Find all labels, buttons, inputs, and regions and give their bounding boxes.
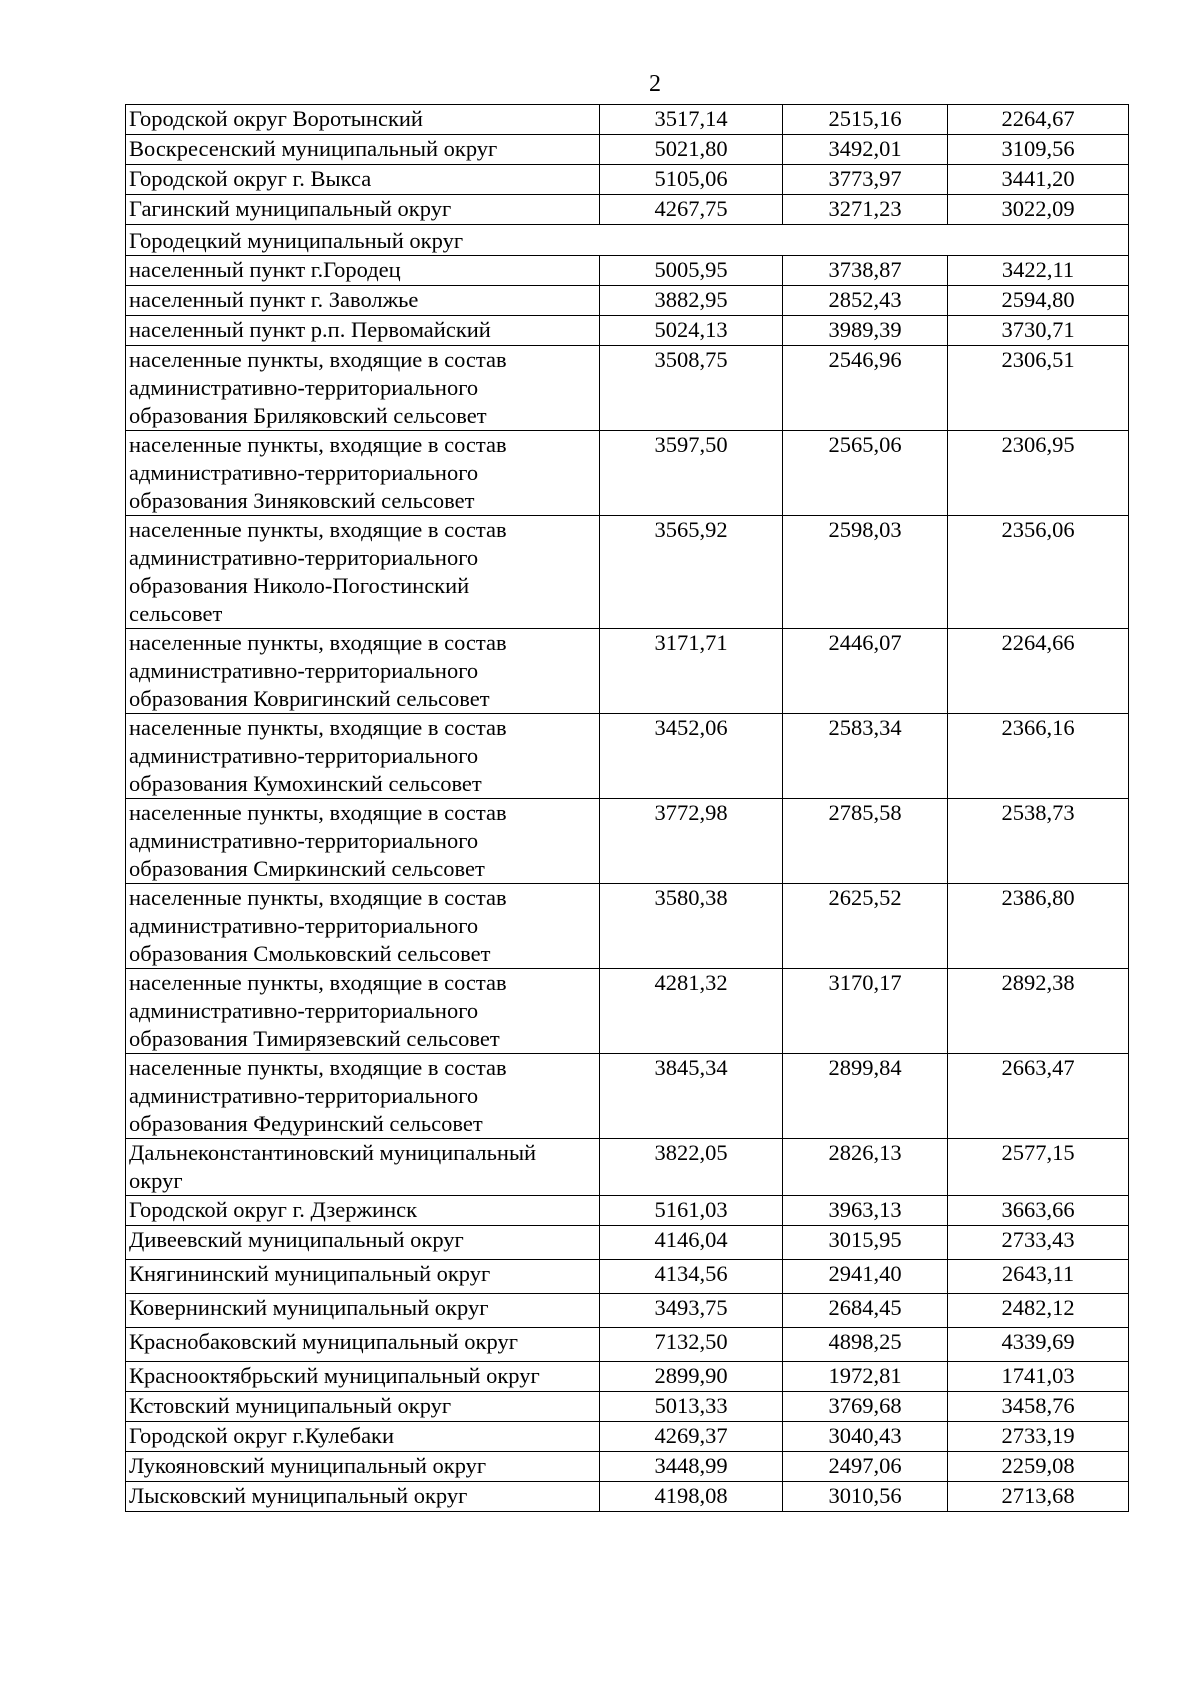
municipality-name-line: населенные пункты, входящие в состав (129, 970, 507, 995)
table-row (126, 1452, 1129, 1482)
municipality-name (126, 799, 600, 884)
municipality-name-line: образования Кумохинский сельсовет (129, 771, 482, 796)
value-column-2: 3769,68 (783, 1392, 948, 1422)
municipality-name: Городецкий муниципальный округ (126, 225, 1129, 256)
table-row (126, 714, 1129, 799)
municipality-name-line: административно-территориального (129, 375, 479, 400)
table-row (126, 256, 1129, 286)
municipality-name: населенный пункт р.п. Первомайский (126, 316, 600, 346)
table-row (126, 1362, 1129, 1392)
municipality-name-line: административно-территориального (129, 658, 479, 683)
value-column-2: 3170,17 (783, 969, 948, 1054)
value-column-2: 2565,06 (783, 431, 948, 516)
table-body (126, 105, 1129, 1512)
municipality-name: Городской округ г.Кулебаки (126, 1422, 600, 1452)
table-row (126, 195, 1129, 225)
value-column-2: 2785,58 (783, 799, 948, 884)
municipality-name (126, 516, 600, 629)
value-column-1: 3517,14 (600, 105, 783, 135)
value-column-2: 2625,52 (783, 884, 948, 969)
table-row (126, 1139, 1129, 1196)
table-row (126, 969, 1129, 1054)
table-row (126, 105, 1129, 135)
value-column-3: 2264,66 (948, 629, 1129, 714)
municipality-name: Городской округ г. Выкса (126, 165, 600, 195)
value-column-3: 2713,68 (948, 1482, 1129, 1512)
municipality-name (126, 884, 600, 969)
municipality-name: Гагинский муниципальный округ (126, 195, 600, 225)
value-column-3: 2264,67 (948, 105, 1129, 135)
municipality-name-line: населенные пункты, входящие в состав (129, 1055, 507, 1080)
table-row (126, 1054, 1129, 1139)
value-column-3: 2594,80 (948, 286, 1129, 316)
value-column-2: 3989,39 (783, 316, 948, 346)
table-row (126, 799, 1129, 884)
table-row (126, 1392, 1129, 1422)
value-column-2: 2583,34 (783, 714, 948, 799)
municipality-name (126, 1054, 600, 1139)
value-column-1: 3580,38 (600, 884, 783, 969)
value-column-3: 3109,56 (948, 135, 1129, 165)
value-column-3: 2386,80 (948, 884, 1129, 969)
table-row (126, 629, 1129, 714)
municipality-name (126, 1139, 600, 1196)
value-column-1: 4146,04 (600, 1226, 783, 1260)
value-column-3: 2259,08 (948, 1452, 1129, 1482)
municipality-name: Ковернинский муниципальный округ (126, 1294, 600, 1328)
value-column-3: 4339,69 (948, 1328, 1129, 1362)
value-column-3: 2892,38 (948, 969, 1129, 1054)
value-column-2: 3010,56 (783, 1482, 948, 1512)
municipality-name-line: образования Тимирязевский сельсовет (129, 1026, 500, 1051)
value-column-1: 5024,13 (600, 316, 783, 346)
municipality-name-line: образования Ковригинский сельсовет (129, 686, 490, 711)
table-row (126, 1260, 1129, 1294)
value-column-1: 7132,50 (600, 1328, 783, 1362)
municipality-name: Краснобаковский муниципальный округ (126, 1328, 600, 1362)
municipality-name-line: административно-территориального (129, 998, 479, 1023)
table-row (126, 316, 1129, 346)
municipality-name-line: Дальнеконстантиновский муниципальный (129, 1140, 537, 1165)
value-column-1: 4281,32 (600, 969, 783, 1054)
table-row (126, 346, 1129, 431)
value-column-2: 3040,43 (783, 1422, 948, 1452)
municipality-name (126, 629, 600, 714)
value-column-3: 3663,66 (948, 1196, 1129, 1226)
value-column-3: 2306,95 (948, 431, 1129, 516)
value-column-1: 3597,50 (600, 431, 783, 516)
value-column-1: 3882,95 (600, 286, 783, 316)
value-column-2: 3773,97 (783, 165, 948, 195)
value-column-1: 2899,90 (600, 1362, 783, 1392)
municipality-name-line: образования Федуринский сельсовет (129, 1111, 483, 1136)
value-column-3: 2643,11 (948, 1260, 1129, 1294)
value-column-1: 4269,37 (600, 1422, 783, 1452)
municipality-name-line: населенные пункты, входящие в состав (129, 630, 507, 655)
value-column-3: 3422,11 (948, 256, 1129, 286)
value-column-3: 3730,71 (948, 316, 1129, 346)
value-column-2: 4898,25 (783, 1328, 948, 1362)
municipality-name: Городской округ г. Дзержинск (126, 1196, 600, 1226)
municipality-name: Дивеевский муниципальный округ (126, 1226, 600, 1260)
municipality-name-line: административно-территориального (129, 1083, 479, 1108)
value-column-3: 2306,51 (948, 346, 1129, 431)
value-column-3: 2538,73 (948, 799, 1129, 884)
value-column-1: 3171,71 (600, 629, 783, 714)
value-column-3: 2663,47 (948, 1054, 1129, 1139)
municipality-name-line: административно-территориального (129, 828, 479, 853)
value-column-3: 2733,43 (948, 1226, 1129, 1260)
municipality-name-line: населенные пункты, входящие в состав (129, 432, 507, 457)
table-row (126, 225, 1129, 256)
municipality-name: Лукояновский муниципальный округ (126, 1452, 600, 1482)
table-row (126, 1196, 1129, 1226)
value-column-2: 2446,07 (783, 629, 948, 714)
value-column-1: 3565,92 (600, 516, 783, 629)
table-row (126, 884, 1129, 969)
municipality-name-line: образования Смиркинский сельсовет (129, 856, 485, 881)
municipality-name: Кстовский муниципальный округ (126, 1392, 600, 1422)
value-column-2: 2684,45 (783, 1294, 948, 1328)
value-column-3: 2733,19 (948, 1422, 1129, 1452)
table-row (126, 1294, 1129, 1328)
municipality-name-line: административно-территориального (129, 913, 479, 938)
municipality-name (126, 969, 600, 1054)
value-column-2: 2852,43 (783, 286, 948, 316)
value-column-1: 5021,80 (600, 135, 783, 165)
municipality-name-line: образования Николо-Погостинский (129, 573, 470, 598)
value-column-1: 5005,95 (600, 256, 783, 286)
value-column-1: 4267,75 (600, 195, 783, 225)
value-column-2: 2941,40 (783, 1260, 948, 1294)
value-column-2: 2497,06 (783, 1452, 948, 1482)
value-column-3: 3022,09 (948, 195, 1129, 225)
value-column-2: 3015,95 (783, 1226, 948, 1260)
value-column-3: 3458,76 (948, 1392, 1129, 1422)
municipality-name-line: населенные пункты, входящие в состав (129, 885, 507, 910)
value-column-3: 2356,06 (948, 516, 1129, 629)
value-column-1: 3772,98 (600, 799, 783, 884)
municipality-name-line: административно-территориального (129, 460, 479, 485)
municipality-name-line: образования Зиняковский сельсовет (129, 488, 475, 513)
value-column-1: 5013,33 (600, 1392, 783, 1422)
municipality-name-line: сельсовет (129, 601, 223, 626)
value-column-3: 2482,12 (948, 1294, 1129, 1328)
table-row (126, 1226, 1129, 1260)
value-column-1: 3845,34 (600, 1054, 783, 1139)
value-column-1: 3452,06 (600, 714, 783, 799)
value-column-2: 2899,84 (783, 1054, 948, 1139)
municipality-name-line: образования Смольковский сельсовет (129, 941, 491, 966)
table-row (126, 135, 1129, 165)
municipality-name: Княгининский муниципальный округ (126, 1260, 600, 1294)
municipality-name-line: населенные пункты, входящие в состав (129, 517, 507, 542)
municipality-name: Краснооктябрьский муниципальный округ (126, 1362, 600, 1392)
table-row (126, 286, 1129, 316)
value-column-2: 3492,01 (783, 135, 948, 165)
municipality-name: населенный пункт г.Городец (126, 256, 600, 286)
value-column-3: 2577,15 (948, 1139, 1129, 1196)
value-column-2: 1972,81 (783, 1362, 948, 1392)
municipality-name: населенный пункт г. Заволжье (126, 286, 600, 316)
value-column-3: 3441,20 (948, 165, 1129, 195)
value-column-1: 3448,99 (600, 1452, 783, 1482)
value-column-1: 4198,08 (600, 1482, 783, 1512)
value-column-1: 5105,06 (600, 165, 783, 195)
value-column-3: 1741,03 (948, 1362, 1129, 1392)
table-row (126, 1328, 1129, 1362)
value-column-1: 3822,05 (600, 1139, 783, 1196)
table-row (126, 516, 1129, 629)
municipality-name-line: административно-территориального (129, 545, 479, 570)
value-column-2: 2826,13 (783, 1139, 948, 1196)
value-column-1: 4134,56 (600, 1260, 783, 1294)
municipality-name (126, 431, 600, 516)
page-number: 2 (649, 71, 661, 97)
table-row (126, 165, 1129, 195)
value-column-2: 2598,03 (783, 516, 948, 629)
municipality-name-line: населенные пункты, входящие в состав (129, 800, 507, 825)
municipality-name-line: образования Бриляковский сельсовет (129, 403, 487, 428)
value-column-2: 2515,16 (783, 105, 948, 135)
value-column-1: 3508,75 (600, 346, 783, 431)
municipality-name (126, 346, 600, 431)
municipality-name-line: административно-территориального (129, 743, 479, 768)
tariff-table (125, 104, 1129, 1512)
value-column-2: 3271,23 (783, 195, 948, 225)
municipality-name-line: населенные пункты, входящие в состав (129, 715, 507, 740)
value-column-2: 3738,87 (783, 256, 948, 286)
municipality-name: Лысковский муниципальный округ (126, 1482, 600, 1512)
municipality-name: Городской округ Воротынский (126, 105, 600, 135)
table-row (126, 1482, 1129, 1512)
value-column-1: 5161,03 (600, 1196, 783, 1226)
municipality-name: Воскресенский муниципальный округ (126, 135, 600, 165)
value-column-1: 3493,75 (600, 1294, 783, 1328)
value-column-3: 2366,16 (948, 714, 1129, 799)
value-column-2: 3963,13 (783, 1196, 948, 1226)
municipality-name-line: округ (129, 1168, 183, 1193)
municipality-name (126, 714, 600, 799)
municipality-name-line: населенные пункты, входящие в состав (129, 347, 507, 372)
table-row (126, 1422, 1129, 1452)
table-row (126, 431, 1129, 516)
value-column-2: 2546,96 (783, 346, 948, 431)
